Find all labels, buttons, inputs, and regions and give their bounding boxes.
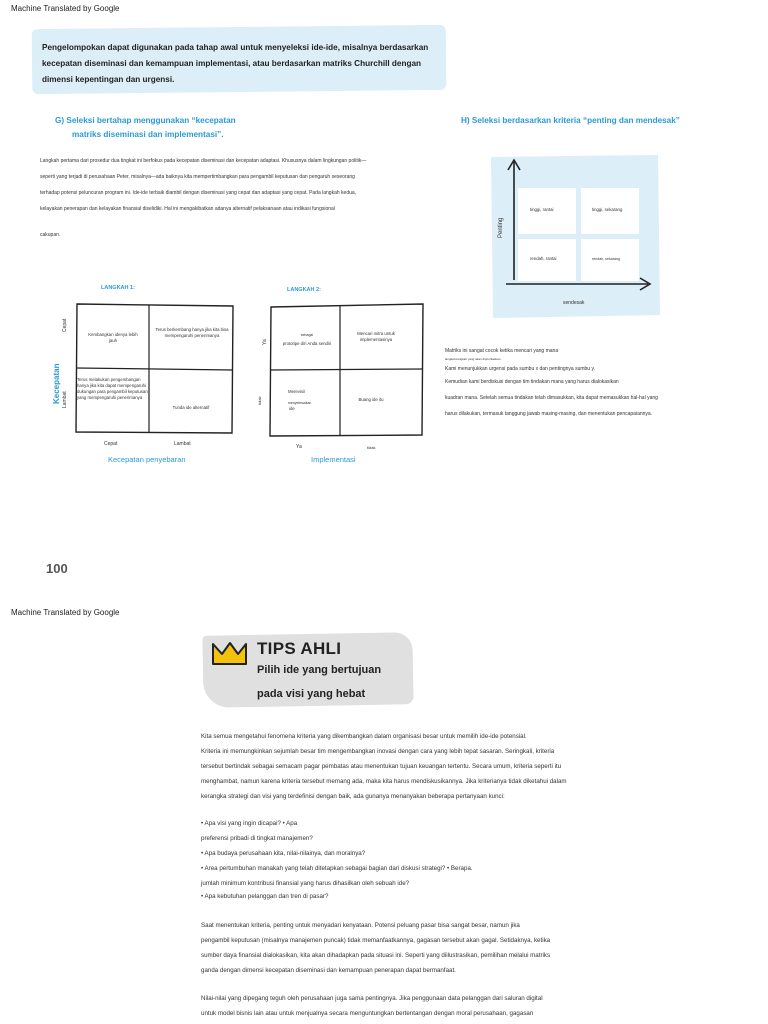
body-line: seperti yang terjadi di perusahaan Peter, misalnya—ada baiknya kita mempertimbangkan para pengambil keputusan dan pengaruh seseorang: [40, 174, 355, 180]
bullet-item: • Apa kebutuhan pelanggan dan tren di pasar?: [201, 893, 329, 900]
step2-cell-bl-small: menyelesaikan: [288, 401, 312, 405]
urgent-cell-br: rendah, sekarang: [592, 257, 620, 261]
machine-translated-label: Machine Translated by Google: [11, 4, 120, 13]
paragraph-line: sumber daya finansial dialokasikan, kita akan dihadapkan pada situasi ini. Seperti yang diilustrasikan, pemilihan melalui matriks: [201, 952, 551, 959]
step1-y-slow: Lambat: [62, 391, 68, 408]
matrix-desc-line: Kemudian kami berdiskusi dengan tim tindakan mana yang harus dialokasikan: [445, 379, 619, 385]
paragraph-line: ganda dengan dimensi kecepatan diseminasi dan kemampuan penerapan dapat bermanfaat.: [201, 967, 456, 974]
bullet-item: • Apa visi yang ingin dicapai? • Apa: [201, 820, 298, 827]
crown-icon: [210, 640, 250, 668]
body-line: terhadap potensi peluncuran program ini. Ide-ide terbaik diambil dengan diseminasi yang cepat dan adaptasi yang cepat. Pada langkah kedua,: [40, 190, 357, 196]
step2-y-no: tidak: [257, 396, 262, 405]
step2-matrix: [260, 295, 435, 445]
matrix-desc-small: langkah-langkah yang akan diprioritaskan.: [445, 357, 502, 361]
step2-cell-tl: prototipe diri Anda sendiri: [282, 341, 332, 346]
step2-cell-br: Buang ide itu: [358, 397, 384, 402]
section-h-title: H) Seleksi berdasarkan kriteria “penting dan mendesak”: [461, 116, 680, 125]
step2-x-no: tidak: [367, 445, 376, 450]
step1-matrix: [50, 295, 250, 455]
matrix-description: [445, 347, 658, 421]
paragraph-line: Nilai-nilai yang dipegang teguh oleh perusahaan juga sama pentingnya. Jika penggunaan data pelanggan dari saluran digital: [201, 995, 543, 1002]
step2-cell-bl: Merevisi/: [288, 389, 306, 394]
step1-cell-bl: Terus melakukan pengembangan hanya jika kita dapat mempengaruhi dukungan para pengambil keputusan yang mempengaruhi penerimanya: [77, 377, 148, 400]
paragraph-1: [201, 729, 601, 804]
paragraph-line: Kita semua mengetahui fenomena kriteria yang dikembangkan dalam organisasi besar untuk memilih ide-ide potensial.: [201, 733, 527, 740]
paragraph-line: menghambat, namun karena kriteria tersebut memang ada, maka kita harus mendiskusikannya. Jika kriterianya tidak diketahui dalam: [201, 778, 567, 785]
urgent-matrix: [488, 150, 663, 320]
tips-subtitle-line1: Pilih ide yang bertujuan: [257, 664, 382, 676]
paragraph-line: untuk model bisnis lain atau untuk menjualnya secara menguntungkan bertentangan dengan moral perusahaan, gagasan: [201, 1010, 534, 1017]
paragraph-line: Saat menentukan kriteria, penting untuk menyadari kenyataan. Potensi peluang pasar bisa sangat besar, namun jika: [201, 922, 520, 929]
step2-caption: Implementasi: [311, 455, 356, 464]
section-g-title-line1: G) Seleksi bertahap menggunakan “kecepatan: [55, 116, 236, 125]
step1-x-fast: Cepat: [104, 441, 118, 447]
matrix-desc-line: Kami menunjukkan urgensi pada sumbu x dan pentingnya sumbu y.: [445, 366, 595, 372]
step1-y-fast: Cepat: [62, 318, 68, 332]
step1-cell-tr: Terus berkembang hanya jika kita bisa mempengaruhi penerimanya: [155, 327, 229, 338]
step2-cell-bl-end: ide: [289, 406, 295, 411]
bullet-item: • Apa budaya perusahaan kita, nilai-nilainya, dan moralnya?: [201, 850, 366, 857]
step2-label: LANGKAH 2:: [287, 287, 321, 293]
tips-subtitle-line2: pada visi yang hebat: [257, 688, 366, 700]
bullet-item: jumlah minimum kontribusi finansial yang harus dihasilkan oleh sebuah ide?: [201, 880, 410, 887]
paragraph-3: [201, 991, 601, 1021]
step1-label: LANGKAH 1:: [101, 285, 135, 291]
step2-y-yes: Ya: [262, 339, 268, 345]
bullet-list: [201, 816, 601, 903]
matrix-desc-line: kuadran mana. Setelah semua tindakan telah dimasukkan, kita dapat memasukkan hal-hal yang: [445, 395, 658, 401]
section-g-title-line2: matriks diseminasi dan implementasi”.: [72, 130, 224, 139]
bullet-item: preferensi pribadi di tingkat manajemen?: [201, 835, 313, 842]
matrix-desc-line: Matriks ini sangat cocok ketika mencari yang mana: [445, 348, 559, 354]
step2-cell-tl-small: sebagai: [300, 333, 314, 337]
urgent-x-axis-label: sendesak: [563, 300, 585, 306]
callout-text: Pengelompokan dapat digunakan pada tahap awal untuk menyeleksi ide-ide, misalnya berdasarkan kecepatan diseminasi dan kemampuan implementasi, atau berdasarkan matriks Churchill dengan dimensi kepentingan dan urgensi.: [42, 43, 429, 84]
step1-h-divider: [76, 368, 233, 370]
step1-caption: Kecepatan penyebaran: [108, 455, 186, 464]
step2-x-yes: Ya: [296, 444, 302, 450]
step1-cell-tl: Kembangkan idenya lebih jauh: [88, 332, 138, 343]
paragraph-line: Kriteria ini memungkinkan sejumlah besar tim mengembangkan inovasi dengan cara yang lebih tepat sasaran. Seringkali, kriteria: [201, 748, 555, 755]
tips-title: TIPS AHLI: [257, 639, 342, 658]
step1-y-axis-label: Kecepatan: [52, 363, 61, 404]
step2-h-divider: [270, 369, 423, 370]
urgent-matrix-bg: [491, 155, 660, 318]
matrix-desc-line: harus dilakukan, termasuk tanggung jawab masing-masing, dan menentukan pencapaiannya.: [445, 411, 653, 417]
body-paragraph: [40, 153, 440, 217]
urgent-cell-tl: tinggi, rantai: [530, 207, 554, 212]
urgent-y-axis-label: Penting: [498, 217, 504, 238]
urgent-cell-bl: rendah, rantai: [530, 256, 557, 261]
paragraph-line: pengambil keputusan (misalnya manajemen puncak) tidak memanfaatkannya, gagasan tersebut akan gagal. Setidaknya, ketika: [201, 937, 551, 944]
paragraph-line: kerangka strategi dan visi yang terdefinisi dengan baik, ada gunanya menanyakan beberapa pertanyaan kunci:: [201, 793, 505, 800]
urgent-cell-tr: tinggi, sekarang: [592, 207, 623, 212]
step1-cell-br: Tunda ide alternatif: [172, 405, 210, 410]
body-line: Langkah pertama dari prosedur dua tingkat ini berfokus pada kecepatan diseminasi dan kecepatan adaptasi. Khususnya dalam lingkungan politik—: [40, 158, 367, 164]
step1-x-slow: Lambat: [174, 441, 191, 447]
body-last-line: cakupan.: [40, 232, 61, 238]
body-line: kelayakan penerapan dan kelayakan finansial diselidiki. Hal ini mengakibatkan adanya alternatif pelaksanaan atau indikasi fungsional: [40, 206, 335, 212]
machine-translated-label: Machine Translated by Google: [11, 608, 120, 617]
page-number: 100: [46, 561, 68, 576]
step2-cell-tr: Mencari mitra untuk implementasinya: [357, 331, 395, 342]
paragraph-line: tersebut bertindak sebagai semacam pagar pembatas atau menentukan tujuan keuangan tertentu. Secara umum, kriteria seperti itu: [201, 763, 562, 770]
bullet-item: • Area pertumbuhan manakah yang telah ditetapkan sebagai bagian dari diskusi strategi? • Berapa.: [201, 865, 473, 872]
paragraph-2: [201, 918, 601, 978]
